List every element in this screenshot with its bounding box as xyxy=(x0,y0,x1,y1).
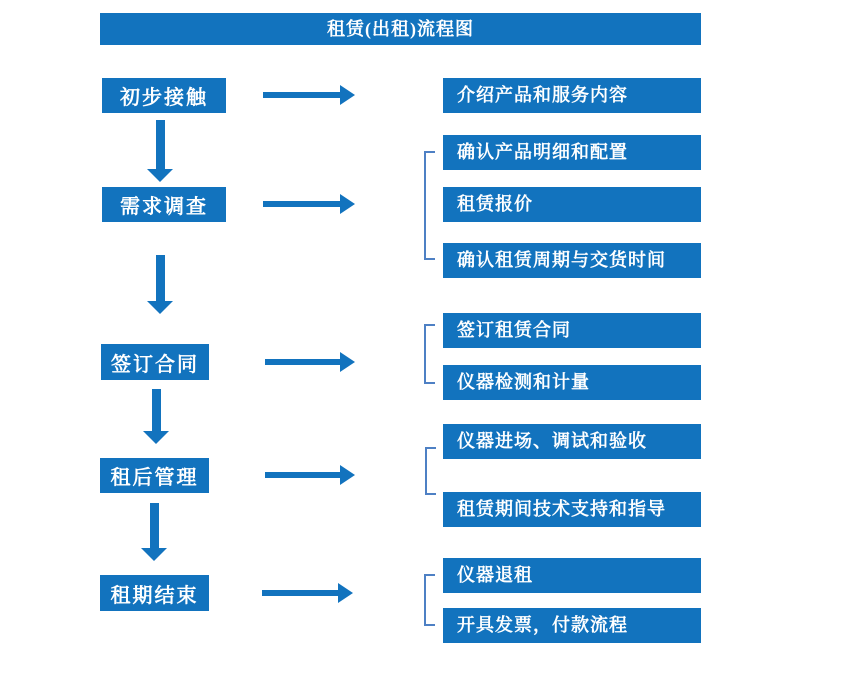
step-box-initial-contact: 初步接触 xyxy=(102,78,226,113)
down-arrow-1 xyxy=(147,120,173,182)
right-arrow-4 xyxy=(265,465,355,485)
output-box-tech-support: 租赁期间技术支持和指导 xyxy=(443,492,701,527)
output-box-instrument-setup: 仪器进场、调试和验收 xyxy=(443,424,701,459)
group-bracket-demand-survey xyxy=(424,151,435,260)
right-arrow-shaft xyxy=(263,201,340,207)
down-arrow-head xyxy=(147,301,173,314)
output-box-introduce-products: 介绍产品和服务内容 xyxy=(443,78,701,113)
output-box-invoice-payment: 开具发票，付款流程 xyxy=(443,608,701,643)
group-bracket-sign-contract xyxy=(424,324,435,384)
group-bracket-post-rental xyxy=(425,447,436,495)
down-arrow-4 xyxy=(141,503,167,561)
output-box-instrument-return: 仪器退租 xyxy=(443,558,701,593)
flowchart-title: 租赁(出租)流程图 xyxy=(100,13,701,45)
down-arrow-shaft xyxy=(156,255,165,301)
down-arrow-head xyxy=(143,431,169,444)
down-arrow-shaft xyxy=(156,120,165,169)
down-arrow-shaft xyxy=(150,503,159,548)
right-arrow-1 xyxy=(263,85,355,105)
down-arrow-2 xyxy=(147,255,173,314)
right-arrow-shaft xyxy=(265,359,340,365)
step-box-sign-contract: 签订合同 xyxy=(101,344,209,380)
right-arrow-head xyxy=(338,583,353,603)
right-arrow-2 xyxy=(263,194,355,214)
down-arrow-3 xyxy=(143,389,169,444)
step-box-demand-survey: 需求调查 xyxy=(102,187,226,222)
output-box-confirm-details: 确认产品明细和配置 xyxy=(443,135,701,170)
group-bracket-rental-end xyxy=(424,574,435,626)
output-box-instrument-testing: 仪器检测和计量 xyxy=(443,365,701,400)
step-box-rental-end: 租期结束 xyxy=(100,575,209,611)
down-arrow-head xyxy=(141,548,167,561)
right-arrow-head xyxy=(340,194,355,214)
right-arrow-shaft xyxy=(262,590,338,596)
output-box-sign-rental-contract: 签订租赁合同 xyxy=(443,313,701,348)
right-arrow-head xyxy=(340,352,355,372)
right-arrow-3 xyxy=(265,352,355,372)
right-arrow-head xyxy=(340,85,355,105)
down-arrow-head xyxy=(147,169,173,182)
right-arrow-head xyxy=(340,465,355,485)
right-arrow-5 xyxy=(262,583,353,603)
right-arrow-shaft xyxy=(265,472,340,478)
output-box-rental-quote: 租赁报价 xyxy=(443,187,701,222)
step-box-post-rental-management: 租后管理 xyxy=(100,458,209,493)
output-box-confirm-period: 确认租赁周期与交货时间 xyxy=(443,243,701,278)
right-arrow-shaft xyxy=(263,92,340,98)
down-arrow-shaft xyxy=(152,389,161,431)
